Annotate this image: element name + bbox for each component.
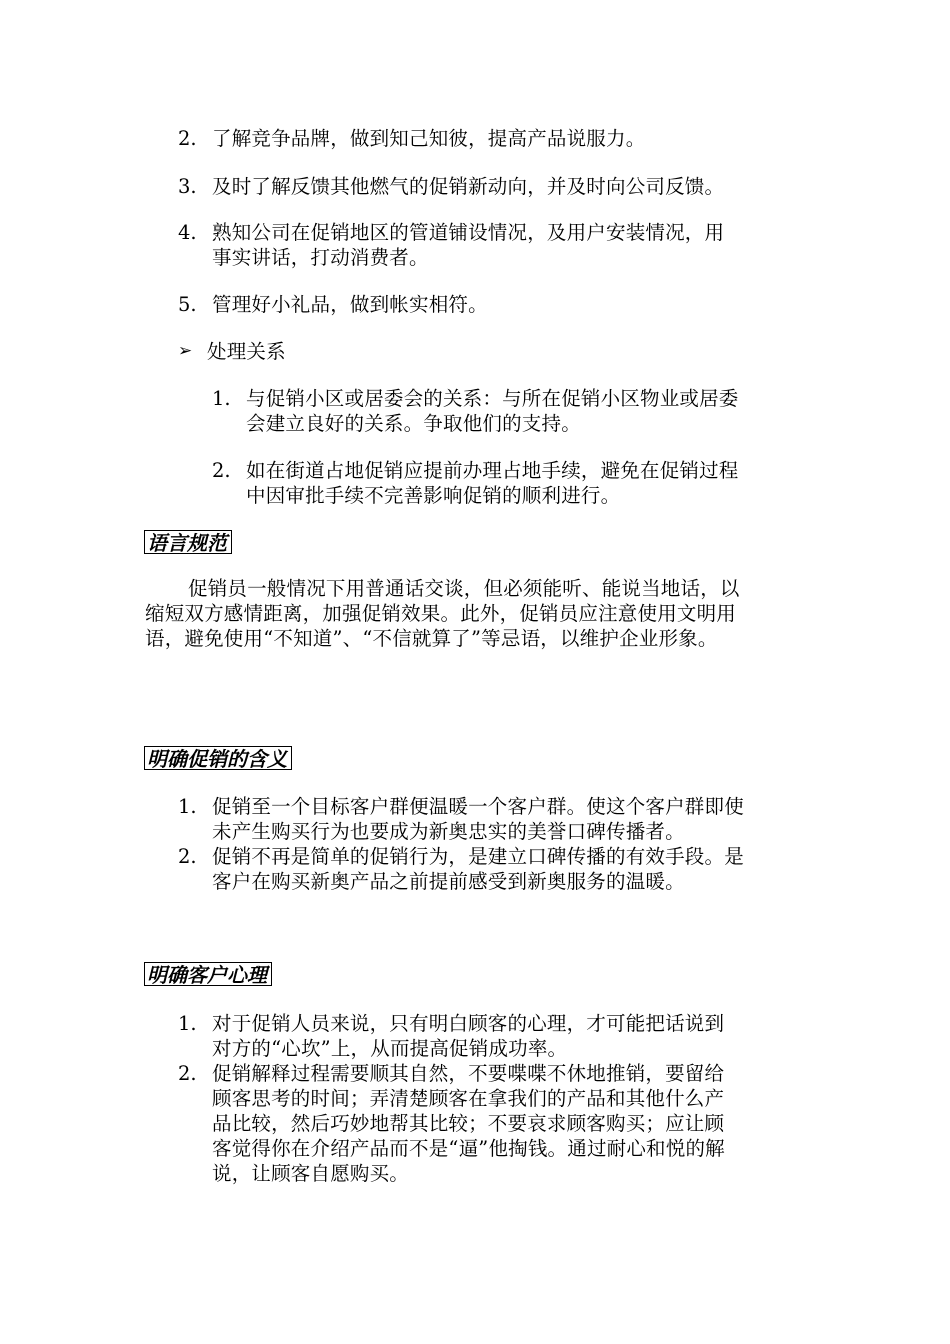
- list-number: 1.: [178, 1012, 197, 1035]
- list-number: 2.: [178, 1062, 197, 1085]
- list-item-text: 顾客思考的时间；弄清楚顾客在拿我们的产品和其他什么产: [212, 1087, 725, 1110]
- section-heading: 明确促销的含义: [144, 746, 292, 770]
- list-number: 2.: [178, 127, 197, 150]
- list-item-text: 未产生购买行为也要成为新奥忠实的美誉口碑传播者。: [212, 820, 685, 843]
- arrow-bullet-icon: ➢: [178, 341, 193, 361]
- list-item-text: 促销解释过程需要顺其自然，不要喋喋不休地推销，要留给: [212, 1062, 725, 1085]
- section-heading: 明确客户心理: [144, 962, 272, 986]
- list-item-text: 说，让顾客自愿购买。: [212, 1162, 410, 1185]
- list-item-text: 中因审批手续不完善影响促销的顺利进行。: [246, 484, 621, 507]
- list-item-text: 管理好小礼品，做到帐实相符。: [212, 293, 488, 316]
- list-item-text: 对方的“心坎”上，从而提高促销成功率。: [212, 1037, 568, 1060]
- paragraph-line: 缩短双方感情距离，加强促销效果。此外，促销员应注意使用文明用: [145, 602, 737, 625]
- list-item-text: 促销不再是简单的促销行为，是建立口碑传播的有效手段。是: [212, 845, 744, 868]
- list-number: 5.: [178, 293, 197, 316]
- list-item-text: 了解竞争品牌，做到知己知彼，提高产品说服力。: [212, 127, 646, 150]
- list-item-text: 客觉得你在介绍产品而不是“逼”他掏钱。通过耐心和悦的解: [212, 1137, 725, 1160]
- list-item-text: 与促销小区或居委会的关系：与所在促销小区物业或居委: [246, 387, 739, 410]
- list-item-text: 如在街道占地促销应提前办理占地手续，避免在促销过程: [246, 459, 739, 482]
- list-number: 2.: [178, 845, 197, 868]
- list-item-text: 品比较，然后巧妙地帮其比较；不要哀求顾客购买；应让顾: [212, 1112, 725, 1135]
- list-item-text: 促销至一个目标客户群便温暖一个客户群。使这个客户群即使: [212, 795, 744, 818]
- list-number: 4.: [178, 221, 197, 244]
- list-item-text: 熟知公司在促销地区的管道铺设情况，及用户安装情况，用: [212, 221, 725, 244]
- paragraph-line: 促销员一般情况下用普通话交谈，但必须能听、能说当地话，以: [188, 577, 740, 600]
- section-subtitle: 处理关系: [207, 340, 286, 363]
- paragraph-line: 语，避免使用“不知道”、“不信就算了”等忌语，以维护企业形象。: [145, 627, 718, 650]
- list-number: 2.: [212, 459, 231, 482]
- list-item-text: 客户在购买新奥产品之前提前感受到新奥服务的温暖。: [212, 870, 685, 893]
- section-heading: 语言规范: [144, 530, 232, 554]
- list-number: 1.: [212, 387, 231, 410]
- list-number: 1.: [178, 795, 197, 818]
- list-item-text: 及时了解反馈其他燃气的促销新动向，并及时向公司反馈。: [212, 175, 725, 198]
- list-item-text: 事实讲话，打动消费者。: [212, 246, 429, 269]
- list-item-text: 对于促销人员来说，只有明白顾客的心理，才可能把话说到: [212, 1012, 725, 1035]
- list-item-text: 会建立良好的关系。争取他们的支持。: [246, 412, 581, 435]
- list-number: 3.: [178, 175, 197, 198]
